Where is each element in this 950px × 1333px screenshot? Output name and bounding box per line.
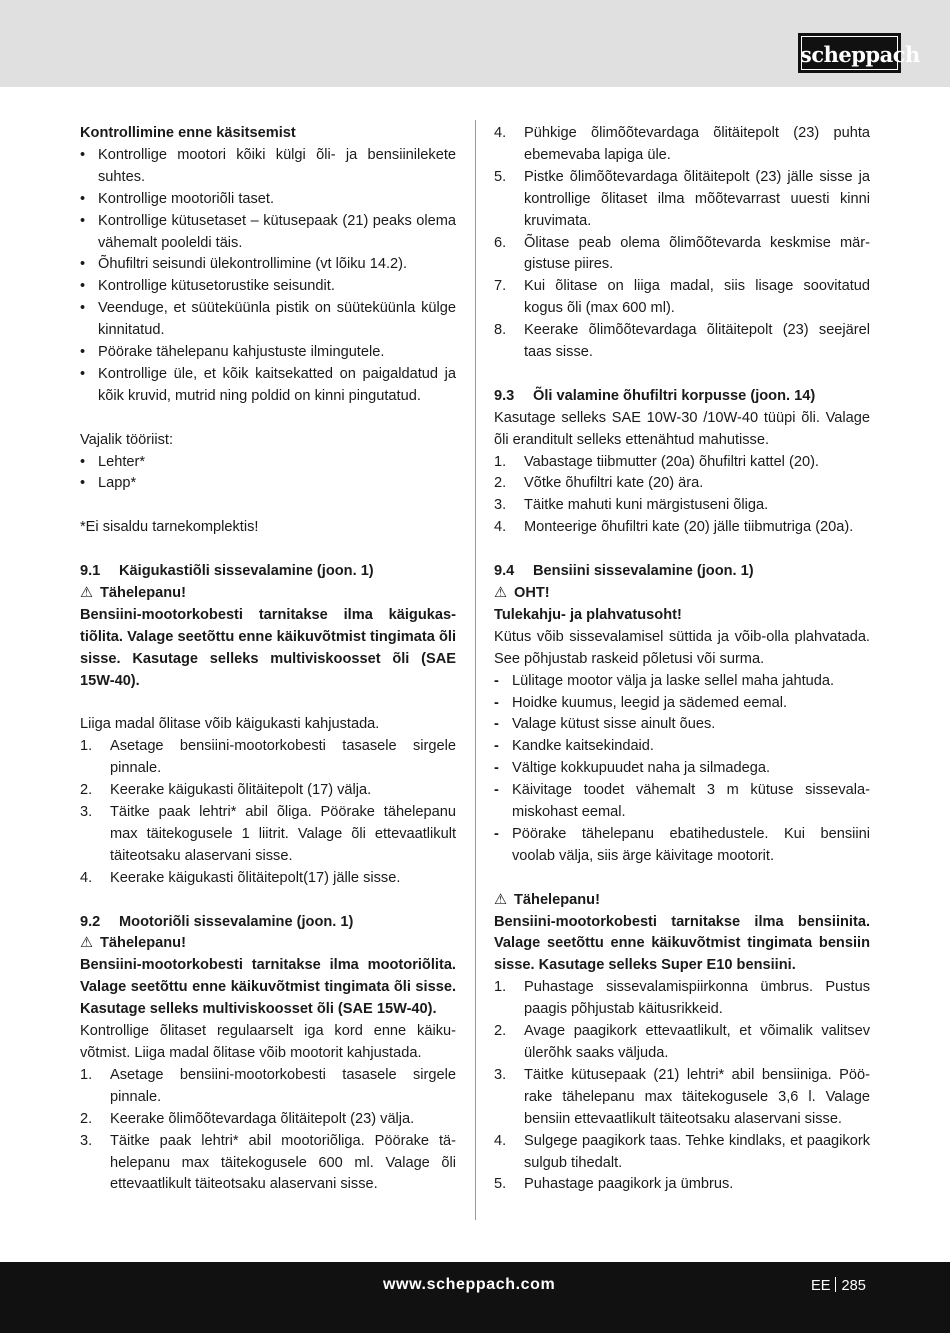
check-title: Kontrollimine enne käsitsemist [80,125,296,141]
list-item: - Lülitage mootor välja ja laske sellel maha jahtuda. [494,672,835,689]
list-item: 3. Täitke kütusepaak (21) lehtri* abil bensiiniga. Pöörake tähelepanu max täitekogusele 3,6 l. Valage bensiin ettevaatlikult täiteotsaku alaservani sisse. [494,1066,870,1127]
tools-title: Vajalik tööriist: [80,431,173,448]
list-item: • Kontrollige kütusetorustike seisundit. [80,278,335,295]
danger-text: Kütus võib sissevalamisel süttida ja võib-olla plahvatada. See põhjustab raskeid põletusi või surma. [494,628,870,667]
brand-logo: scheppach [798,33,901,73]
note-text: Liiga madal õlitase võib käigukasti kahjustada. [80,716,380,733]
list-item: 5. Puhastage paagikork ja ümbrus. [494,1176,734,1193]
list-item: 1. Asetage bensiini-mootorkobesti tasasele sirgele pinnale. [80,738,456,777]
list-item: • Õhufiltri seisundi ülekontrollimine (vt lõiku 14.2). [80,256,408,273]
warning-icon: ⚠ [494,891,508,908]
left-column [80,123,456,1196]
column-divider [475,120,476,1220]
intro-text: Kasutage selleks SAE 10W-30 /10W-40 tüüpi õli. Valage õli eranditult selleks ettenähtud mahutisse. [494,409,870,448]
section-heading-9-1: 9.1 Käigukastiõli sissevalamine (joon. 1) [80,563,374,580]
list-item: 5. Pistke õlimõõtevardaga õlitäitepolt (23) jälle sisse ja kontrollige õlitaset ilma mõõtevarrast uuesti kinni kruvimata. [494,168,870,229]
footer-bar [0,1262,950,1333]
list-item: • Veenduge, et süüteküünla pistik on süüteküünla külge kinnitatud. [80,300,456,339]
not-included-note: *Ei sisaldu tarnekomplektis! [80,519,259,536]
list-item: - Käivitage toodet vähemalt 3 m kütuse sissevalamiskohast eemal. [494,782,870,821]
right-column [494,123,870,1196]
section-heading-9-3: 9.3 Õli valamine õhufiltri korpusse (joon. 14) [494,387,816,404]
list-item: • Kontrollige kütusetaset – kütusepaak (21) peaks olema vähemalt pooleldi täis. [80,212,456,251]
list-item: - Valage kütust sisse ainult õues. [494,716,716,733]
page-number [811,1277,866,1294]
list-item: 2. Avage paagikork ettevaatlikult, et võimalik valitsev ülerõhk saaks väljuda. [494,1023,870,1062]
warning-text: Bensiini-mootorkobesti tarnitakse ilma käigukastiõlita. Valage seetõttu enne käikuvõtmist tingimata õli sisse. Kasutage selleks multiviskoosset õli (SAE 15W-40). [80,606,456,689]
section-heading-9-2: 9.2 Mootoriõli sissevalamine (joon. 1) [80,913,354,930]
list-item: - Pöörake tähelepanu ebatihedustele. Kui bensiini voolab välja, siis ärge käivitage mootorit. [494,825,870,864]
list-item: 4. Keerake käigukasti õlitäitepolt(17) jälle sisse. [80,869,401,886]
list-item: • Kontrollige mootoriõli taset. [80,190,275,207]
list-item: 1. Vabastage tiibmutter (20a) õhufiltri kattel (20). [494,453,819,470]
danger-subtitle: Tulekahju- ja plahvatusoht! [494,606,682,623]
list-item: 6. Õlitase peab olema õlimõõtevarda keskmise märgistuse piires. [494,234,870,273]
list-item: 4. Monteerige õhufiltri kate (20) jälle tiibmutriga (20a). [494,519,854,536]
check-list [80,145,456,408]
list-item: 1. Asetage bensiini-mootorkobesti tasasele sirgele pinnale. [80,1066,456,1105]
list-item: - Hoidke kuumus, leegid ja sädemed eemal. [494,694,788,711]
list-item: • Pöörake tähelepanu kahjustuste ilmingutele. [80,344,385,361]
list-item: 4. Sulgege paagikork taas. Tehke kindlaks, et paagikork sulgub tihedalt. [494,1132,870,1171]
list-item: 8. Keerake õlimõõtevardaga õlitäitepolt (23) seejärel taas sisse. [494,322,870,361]
warning-icon: ⚠ [80,935,94,952]
list-item: • Kontrollige üle, et kõik kaitsekatted on paigaldatud ja kõik kruvid, mutrid ning poldid on kinni pingutatud. [80,365,456,404]
list-item: - Vältige kokkupuudet naha ja silmadega. [494,760,770,777]
list-item: • Lehter* [80,453,146,470]
warning-label: ⚠ Tähelepanu! [80,583,456,605]
page-separator [835,1277,836,1292]
section-heading-9-4: 9.4 Bensiini sissevalamine (joon. 1) [494,563,754,580]
note-text: Kontrollige õlitaset regulaarselt iga kord enne käikuvõtmist. Liiga madal õlitase võib mootorit kahjustada. [80,1023,456,1061]
danger-label: ⚠ OHT! [494,583,870,605]
list-item: 2. Keerake käigukasti õlitäitepolt (17) välja. [80,782,372,799]
list-item: 2. Võtke õhufiltri kate (20) ära. [494,475,704,492]
list-item: 7. Kui õlitase on liiga madal, siis lisage soovitatud kogus õli (max 600 ml). [494,278,870,317]
list-item: 3. Täitke paak lehtri* abil õliga. Pöörake tähelepanu max täitekogusele 1 liitrit. Valage õli ettevaatlikult täiteotsaku alaservani sisse. [80,804,456,864]
warning-icon: ⚠ [494,585,508,601]
list-item: • Kontrollige mootori kõiki külgi õli- ja bensiinilekete suhtes. [80,146,456,185]
list-item: • Lapp* [80,475,137,492]
list-item: 2. Keerake õlimõõtevardaga õlitäitepolt (23) välja. [80,1110,415,1127]
list-item: 4. Pühkige õlimõõtevardaga õlitäitepolt (23) puhta ebemevaba lapiga üle. [494,125,870,163]
page-number-value: 285 [841,1278,866,1294]
warning-icon: ⚠ [80,584,94,601]
warning-label: ⚠ Tähelepanu! [80,933,456,955]
footer-url[interactable]: www.scheppach.com [383,1276,556,1293]
language-code: EE [811,1278,831,1294]
warning-text: Bensiini-mootorkobesti tarnitakse ilma bensiinita. Valage seetõttu enne käikuvõtmist tingimata bensiin sisse. Kasutage selleks Super E10 bensiini. [494,913,870,974]
list-item: 3. Täitke paak lehtri* abil mootoriõliga. Pöörake tähelepanu max täitekogusele 600 ml. Valage õli ettevaatlikult täiteotsaku alaservani sisse. [80,1132,456,1193]
warning-text: Bensiini-mootorkobesti tarnitakse ilma mootoriõlita. Valage seetõttu enne käikuvõtmist tingimata õli sisse. Kasutage selleks multiviskoosset õli (SAE 15W-40). [80,957,456,1018]
warning-label: ⚠ Tähelepanu! [494,890,870,912]
list-item: 3. Täitke mahuti kuni märgistuseni õliga. [494,497,769,514]
list-item: - Kandke kaitsekindaid. [494,738,654,755]
list-item: 1. Puhastage sissevalamispiirkonna ümbrus. Pustus paagis põhjustab käitusrikkeid. [494,979,870,1018]
